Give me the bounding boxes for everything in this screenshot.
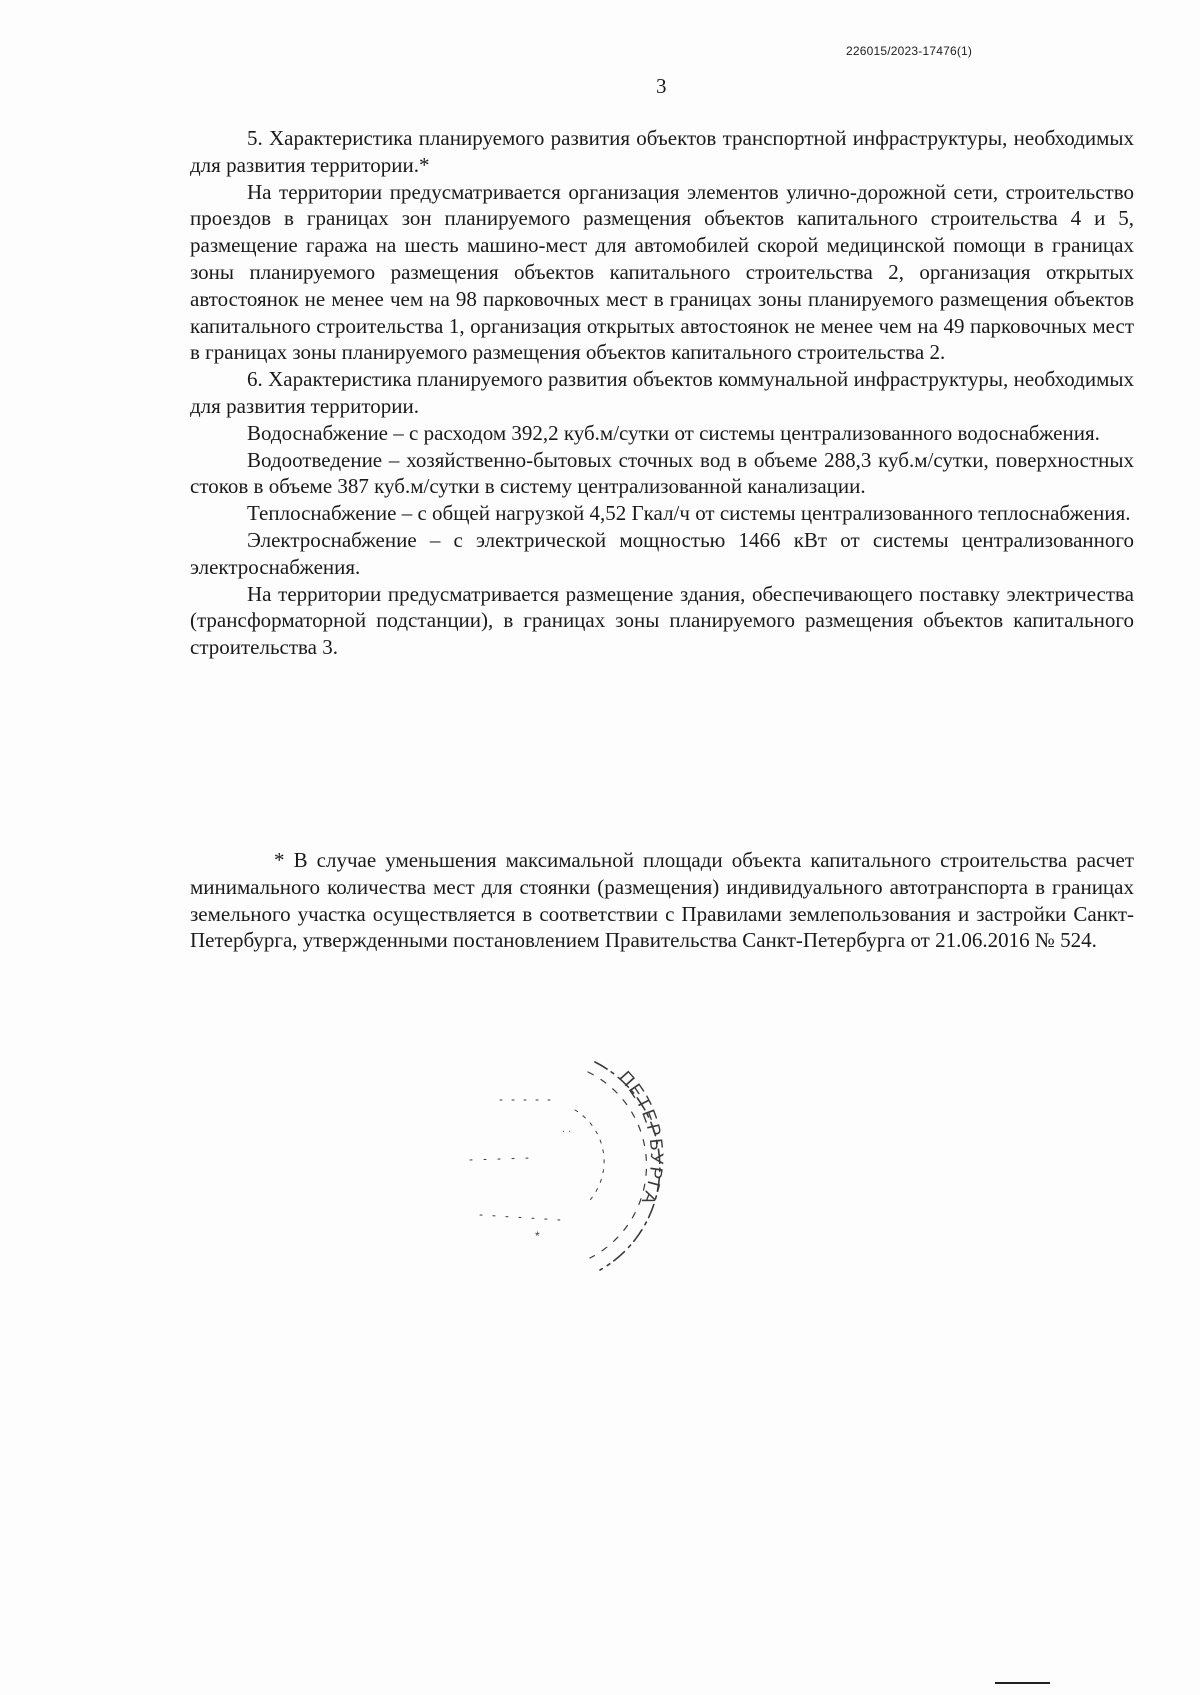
- section-6-heading: 6. Характеристика планируемого развития объектов коммунальной инфраструктуры, необходимых для развития территории.: [190, 367, 1134, 418]
- svg-text:. .: . .: [562, 1123, 572, 1135]
- paragraph-water-supply: Водоснабжение – с расходом 392,2 куб.м/сутки от системы централизованного водоснабжения.: [247, 420, 1100, 445]
- paragraph-transformer-substation: На территории предусматривается размещение здания, обеспечивающего поставку электричества (трансформаторной подстанции), в границах зоны планируемого размещения объектов капитального строительства 3.: [190, 581, 1134, 660]
- svg-text:*: *: [535, 1229, 540, 1243]
- document-registration-number: 226015/2023-17476(1): [846, 44, 973, 58]
- paragraph-power-supply: Электроснабжение – с электрической мощностью 1466 кВт от системы централизованного электроснабжения.: [190, 527, 1134, 579]
- seal-text: ПЕТЕРБУРГА: [615, 1067, 668, 1209]
- document-body: [190, 125, 1134, 661]
- svg-text:ПЕТЕРБУРГА: [615, 1067, 667, 1209]
- paragraph-heat-supply: Теплоснабжение – с общей нагрузкой 4,52 Гкал/ч от системы централизованного теплоснабжения.: [247, 501, 1131, 526]
- paragraph-water-disposal: Водоотведение – хозяйственно-бытовых сточных вод в объеме 288,3 куб.м/сутки, поверхностных стоков в объеме 387 куб.м/сутки в систему централизованной канализации.: [190, 447, 1134, 499]
- section-5-heading: 5. Характеристика планируемого развития объектов транспортной инфраструктуры, необходимых для развития территории.*: [190, 126, 1134, 177]
- official-seal-stamp: [440, 1050, 710, 1280]
- footnote: [190, 847, 1134, 954]
- footer-rule: [995, 1682, 1050, 1684]
- paragraph-transport-infrastructure: На территории предусматривается организация элементов улично-дорожной сети, строительство проездов в границах зон планируемого размещения объектов капитального строительства 4 и 5, размещение гаража на шесть машино-мест для автомобилей скорой медицинской помощи в границах зоны планируемого размещения объектов капитального строительства 2, организация открытых автостоянок не менее чем на 98 парковочных мест в границах зоны планируемого размещения объектов капитального строительства 1, организация открытых автостоянок не менее чем на 49 парковочных мест в границах зоны планируемого размещения объектов капитального строительства 2.: [190, 179, 1134, 365]
- footnote-text: * В случае уменьшения максимальной площади объекта капитального строительства расчет минимального количества мест для стоянки (размещения) индивидуального автотранспорта в границах земельного участка осуществляется в соответствии с Правилами землепользования и застройки Санкт-Петербурга, утвержденными постановлением Правительства Санкт-Петербурга от 21.06.2016 № 524.: [190, 848, 1134, 953]
- page-number: 3: [656, 74, 667, 98]
